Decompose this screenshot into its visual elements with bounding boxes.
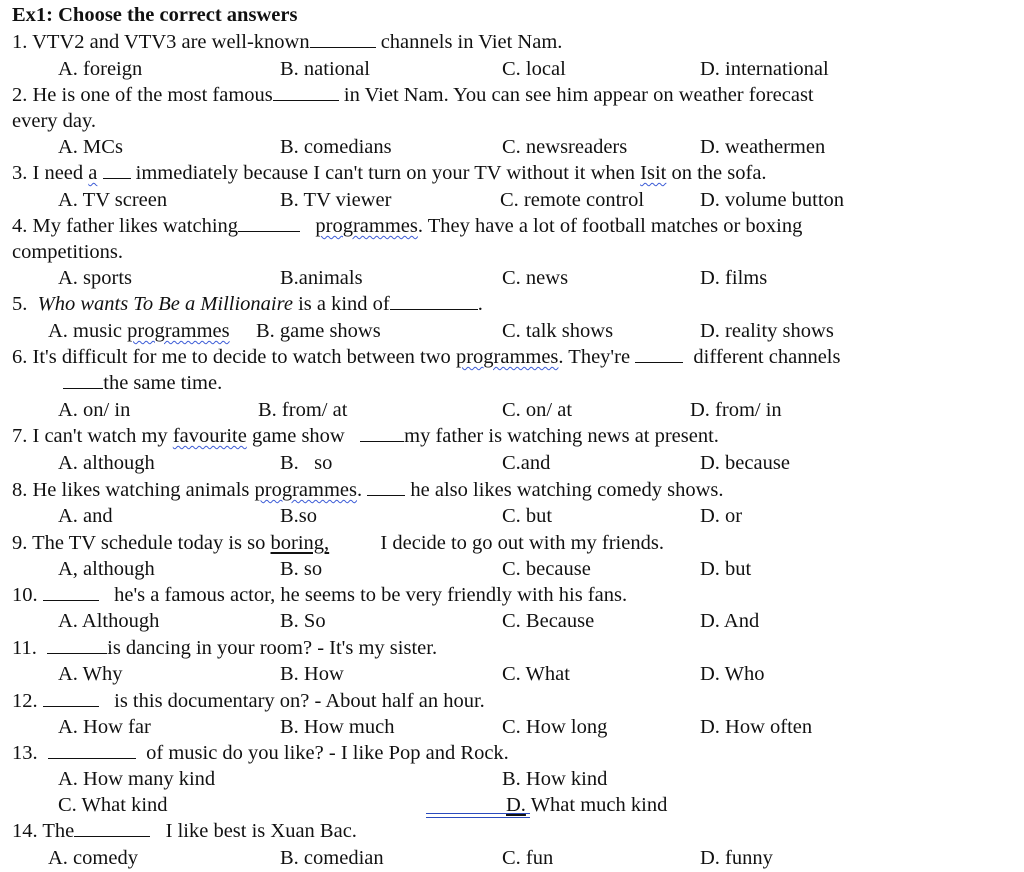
option-b[interactable]: B. so xyxy=(280,452,333,474)
option-a[interactable]: A. foreign xyxy=(58,58,143,80)
option-b[interactable]: B. national xyxy=(280,58,370,80)
option-c[interactable]: C. but xyxy=(502,505,553,527)
option-c[interactable]: C. talk shows xyxy=(502,320,614,342)
option-b[interactable]: B. comedian xyxy=(280,847,384,869)
option-c[interactable]: C. local xyxy=(502,58,566,80)
option-b[interactable]: B. How kind xyxy=(502,768,608,790)
option-b[interactable]: B. TV viewer xyxy=(280,189,392,211)
option-d[interactable]: D. because xyxy=(700,452,790,474)
option-a[interactable]: A. and xyxy=(58,505,113,527)
option-a[interactable]: A. although xyxy=(58,452,155,474)
option-d[interactable]: D. from/ in xyxy=(690,399,782,421)
question-5: 5. Who wants To Be a Millionaire is a kind of . xyxy=(12,293,483,315)
option-c[interactable]: C. because xyxy=(502,558,591,580)
question-14: 14. The I like best is Xuan Bac. xyxy=(12,820,357,842)
question-6-cont: the same time. xyxy=(12,370,1016,396)
option-b[interactable]: B. How much xyxy=(280,716,395,738)
option-a[interactable]: A. Although xyxy=(58,610,160,632)
question-2-cont: every day. xyxy=(12,110,97,132)
answer-blank[interactable] xyxy=(48,740,136,759)
option-a[interactable]: A. music programmes xyxy=(48,320,230,342)
question-2: 2. He is one of the most famous in Viet Nam. You can see him appear on weather forecast xyxy=(12,84,814,106)
option-b[interactable]: B.animals xyxy=(280,267,363,289)
answer-blank[interactable] xyxy=(635,344,683,363)
option-a[interactable]: A. How far xyxy=(58,716,151,738)
option-a[interactable]: A. sports xyxy=(58,267,133,289)
option-b[interactable]: B. from/ at xyxy=(258,399,348,421)
option-c[interactable]: C. on/ at xyxy=(502,399,573,421)
answer-blank[interactable] xyxy=(74,818,150,837)
exercise-title: Ex1: Choose the correct answers xyxy=(12,4,298,26)
answer-blank[interactable] xyxy=(273,82,339,101)
question-3: 3. I need a immediately because I can't turn on your TV without it when Isit on the sofa. xyxy=(12,162,767,184)
option-a[interactable]: A. Why xyxy=(58,663,123,685)
answer-blank[interactable] xyxy=(367,477,405,496)
question-7: 7. I can't watch my favourite game show my father is watching news at present. xyxy=(12,425,719,447)
option-a[interactable]: A, although xyxy=(58,558,155,580)
question-12: 12. is this documentary on? - About half an hour. xyxy=(12,690,485,712)
option-b[interactable]: B. So xyxy=(280,610,326,632)
option-a[interactable]: A. MCs xyxy=(58,136,123,158)
option-c[interactable]: C. Because xyxy=(502,610,595,632)
answer-blank[interactable] xyxy=(103,160,131,179)
option-d[interactable]: D. How often xyxy=(700,716,813,738)
option-d[interactable]: D. weathermen xyxy=(700,136,826,158)
option-c[interactable]: C. fun xyxy=(502,847,554,869)
option-c[interactable]: C.and xyxy=(502,452,551,474)
option-b[interactable]: B. so xyxy=(280,558,323,580)
question-10: 10. he's a famous actor, he seems to be very friendly with his fans. xyxy=(12,584,628,606)
option-d[interactable]: D. international xyxy=(700,58,829,80)
question-6: 6. It's difficult for me to decide to watch between two programmes. They're different channels xyxy=(12,346,841,368)
question-11: 11. is dancing in your room? - It's my sister. xyxy=(12,637,438,659)
option-b[interactable]: B. comedians xyxy=(280,136,392,158)
answer-blank[interactable] xyxy=(238,213,300,232)
question-13: 13. of music do you like? - I like Pop and Rock. xyxy=(12,742,509,764)
option-d[interactable]: D. And xyxy=(700,610,760,632)
answer-blank[interactable] xyxy=(43,582,99,601)
option-c[interactable]: C. news xyxy=(502,267,569,289)
question-1: 1. VTV2 and VTV3 are well-known channels in Viet Nam. xyxy=(12,31,563,53)
answer-blank[interactable] xyxy=(310,29,376,48)
option-d[interactable]: D. What much kind xyxy=(506,794,668,816)
option-a[interactable]: A. on/ in xyxy=(58,399,131,421)
option-d[interactable]: D. volume button xyxy=(700,189,845,211)
option-b[interactable]: B.so xyxy=(280,505,318,527)
option-d[interactable]: D. or xyxy=(700,505,743,527)
option-c[interactable]: C. remote control xyxy=(500,189,645,211)
option-c[interactable]: C. What xyxy=(502,663,570,685)
answer-blank[interactable] xyxy=(390,291,478,310)
answer-blank[interactable] xyxy=(63,370,103,389)
option-b[interactable]: B. game shows xyxy=(256,320,381,342)
option-d[interactable]: D. Who xyxy=(700,663,765,685)
answer-blank[interactable] xyxy=(43,688,99,707)
answer-blank[interactable] xyxy=(360,423,404,442)
option-a[interactable]: A. TV screen xyxy=(58,189,168,211)
question-4: 4. My father likes watching programmes. They have a lot of football matches or boxing xyxy=(12,215,803,237)
option-a[interactable]: A. How many kind xyxy=(58,768,216,790)
option-d[interactable]: D. funny xyxy=(700,847,773,869)
option-a[interactable]: A. comedy xyxy=(48,847,138,869)
option-d[interactable]: D. films xyxy=(700,267,768,289)
question-4-cont: competitions. xyxy=(12,241,124,263)
option-c[interactable]: C. newsreaders xyxy=(502,136,628,158)
option-d[interactable]: D. reality shows xyxy=(700,320,834,342)
option-c[interactable]: C. How long xyxy=(502,716,608,738)
option-d[interactable]: D. but xyxy=(700,558,752,580)
question-8: 8. He likes watching animals programmes. he also likes watching comedy shows. xyxy=(12,479,724,501)
option-b[interactable]: B. How xyxy=(280,663,344,685)
question-9: 9. The TV schedule today is so boring, I decide to go out with my friends. xyxy=(12,532,664,554)
option-c[interactable]: C. What kind xyxy=(58,794,168,816)
answer-blank[interactable] xyxy=(47,635,107,654)
